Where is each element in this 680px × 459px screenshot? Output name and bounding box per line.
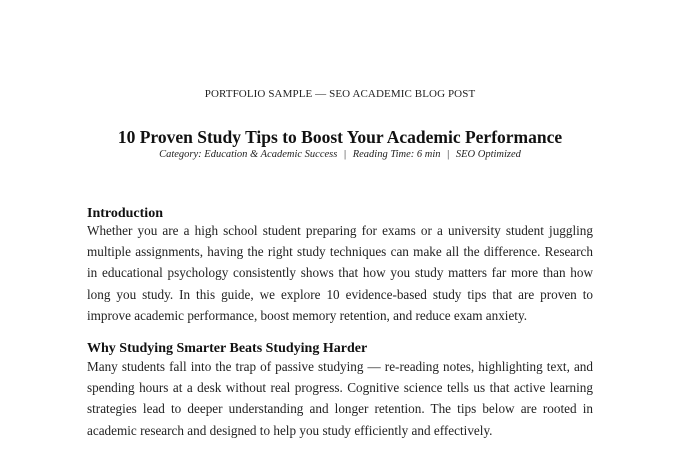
meta-reading-time: Reading Time: 6 min	[352, 149, 441, 160]
section-heading-introduction: Introduction	[87, 206, 163, 221]
page-title: 10 Proven Study Tips to Boost Your Academic Performance	[117, 127, 563, 147]
article-meta	[0, 149, 680, 160]
section-body-why-studying-smarter: Many students fall into the trap of passive studying — re-reading notes, highlighting text, and spending hours at a desk without real progress. Cognitive science tells us that active learning strategies lead to deeper understanding and longer retention. The tips below are rooted in academic research and designed to help you study efficiently and effectively.	[87, 359, 593, 438]
section-heading-why-studying-smarter: Why Studying Smarter Beats Studying Harder	[87, 341, 368, 356]
section-body-introduction: Whether you are a high school student preparing for exams or a university student juggling multiple assignments, having the right study techniques can make all the difference. Research in educational psychology consistently shows that how you study matters far more than how long you study. In this guide, we explore 10 evidence-based study tips that are proven to improve academic performance, boost memory retention, and reduce exam anxiety.	[87, 223, 593, 323]
meta-separator: |	[447, 149, 450, 160]
meta-category: Category: Education & Academic Success	[159, 149, 338, 160]
portfolio-header-label: PORTFOLIO SAMPLE — SEO ACADEMIC BLOG POST	[204, 88, 476, 100]
meta-separator: |	[343, 149, 347, 160]
meta-seo: SEO Optimized	[455, 149, 521, 160]
